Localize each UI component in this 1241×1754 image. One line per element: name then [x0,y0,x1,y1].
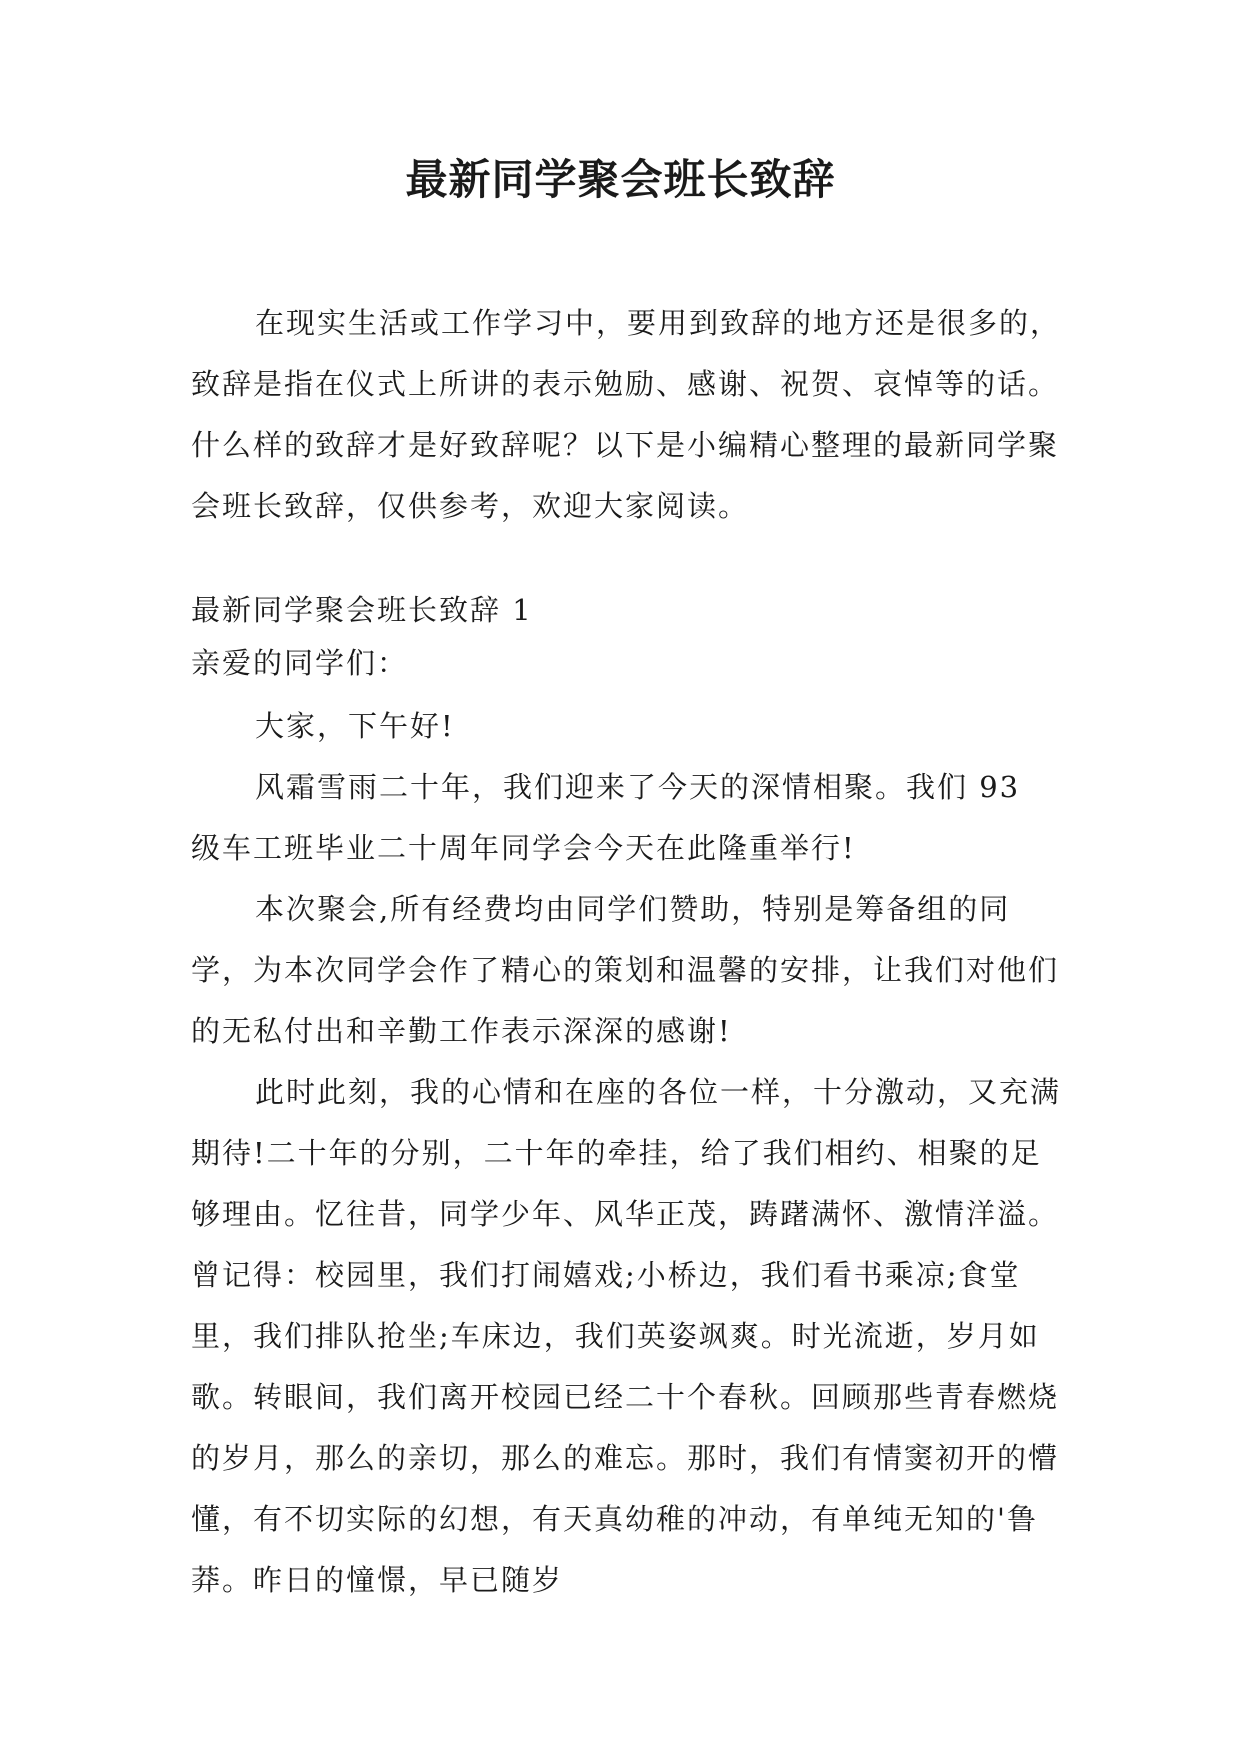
body-paragraph-reunion: 风霜雪雨二十年，我们迎来了今天的深情相聚。我们 93 级车工班毕业二十周年同学会今天在此隆重举行! [191,770,1021,865]
section-heading: 最新同学聚会班长致辞 1 [191,593,533,627]
document-title: 最新同学聚会班长致辞 [405,155,836,204]
salutation: 亲爱的同学们： [191,646,409,680]
document-body [191,293,1061,1611]
body-paragraph-thanks: 本次聚会,所有经费均由同学们赞助，特别是筹备组的同学，为本次同学会作了精心的策划和温馨的安排，让我们对他们的无私付出和辛勤工作表示深深的感谢! [191,892,1060,1048]
intro-paragraph: 在现实生活或工作学习中，要用到致辞的地方还是很多的，致辞是指在仪式上所讲的表示勉励、感谢、祝贺、哀悼等的话。什么样的致辞才是好致辞呢？以下是小编精心整理的最新同学聚会班长致辞，仅供参考，欢迎大家阅读。 [191,306,1062,523]
body-paragraph-memories: 此时此刻，我的心情和在座的各位一样，十分激动，又充满期待!二十年的分别，二十年的牵挂，给了我们相约、相聚的足够理由。忆往昔，同学少年、风华正茂，踌躇满怀、激情洋溢。曾记得：校园里，我们打闹嬉戏;小桥边，我们看书乘凉;食堂里，我们排队抢坐;车床边，我们英姿飒爽。时光流逝，岁月如歌。转眼间，我们离开校园已经二十个春秋。回顾那些青春燃烧的岁月，那么的亲切，那么的难忘。那时，我们有情窦初开的懵懂，有不切实际的幻想，有天真幼稚的冲动，有单纯无知的'鲁莽。昨日的憧憬，早已随岁 [191,1075,1062,1597]
body-paragraph-greeting: 大家，下午好! [255,709,455,743]
